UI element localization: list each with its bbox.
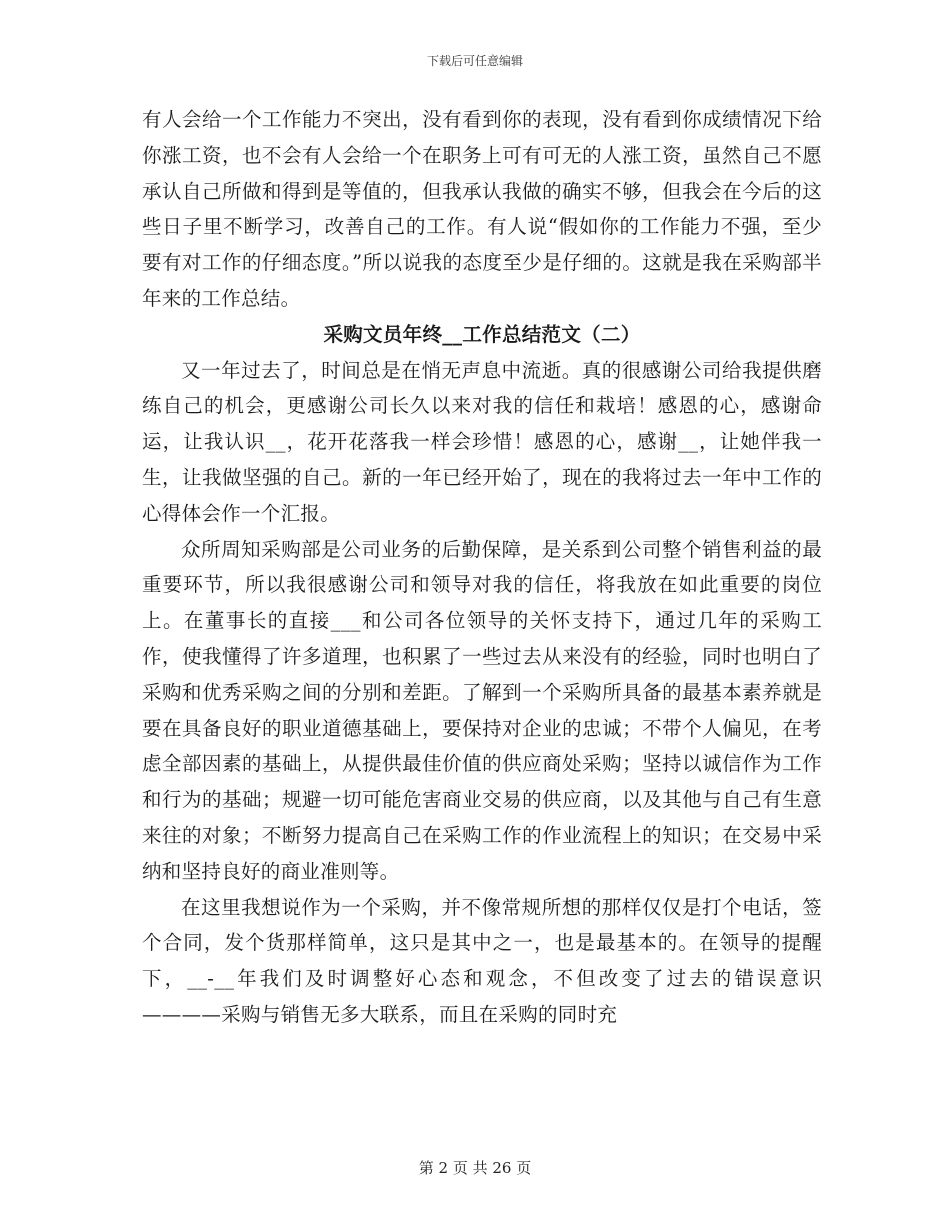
paragraph-1: 有人会给一个工作能力不突出，没有看到你的表现，没有看到你成绩情况下给你涨工资，也不会有人会给一个在职务上可有可无的人涨工资，虽然自己不愿承认自己所做和得到是等值的，但我承认我做的确实不够，但我会在今后的这些日子里不断学习，改善自己的工作。有人说“假如你的工作能力不强，至少要有对工作的仔细态度。”所以说我的态度至少是仔细的。这就是我在采购部半年来的工作总结。 [142, 108, 822, 310]
page-header: 下载后可任意编辑 [426, 54, 523, 68]
paragraph-2: 又一年过去了，时间总是在悄无声息中流逝。真的很感谢公司给我提供磨练自己的机会，更感谢公司长久以来对我的信任和栽培！感恩的心，感谢命运，让我认识__，花开花落我一样会珍惜！感恩的心，感谢__，让她伴我一生，让我做坚强的自己。新的一年已经开始了，现在的我将过去一年中工作的心得体会作一个汇报。 [142, 358, 822, 525]
page-footer: 第 2 页 共 26 页 [418, 1159, 532, 1177]
paragraph-4: 在这里我想说作为一个采购，并不像常规所想的那样仅仅是打个电话，签个合同，发个货那样简单，这只是其中之一，也是最基本的。在领导的提醒下，__-__年我们及时调整好心态和观念，不但改变了过去的错误意识————采购与销售无多大联系，而且在采购的同时充 [142, 895, 822, 1026]
section-heading: 采购文员年终__工作总结范文（二） [323, 322, 641, 346]
paragraph-3: 众所周知采购部是公司业务的后勤保障，是关系到公司整个销售利益的最重要环节，所以我很感谢公司和领导对我的信任，将我放在如此重要的岗位上。在董事长的直接___和公司各位领导的关怀支持下，通过几年的采购工作，使我懂得了许多道理，也积累了一些过去从来没有的经验，同时也明白了采购和优秀采购之间的分别和差距。了解到一个采购所具备的最基本素养就是要在具备良好的职业道德基础上，要保持对企业的忠诚；不带个人偏见，在考虑全部因素的基础上，从提供最佳价值的供应商处采购；坚持以诚信作为工作和行为的基础；规避一切可能危害商业交易的供应商，以及其他与自己有生意来往的对象；不断努力提高自己在采购工作的作业流程上的知识；在交易中采纳和坚持良好的商业准则等。 [142, 537, 822, 883]
document-body [142, 102, 822, 1033]
